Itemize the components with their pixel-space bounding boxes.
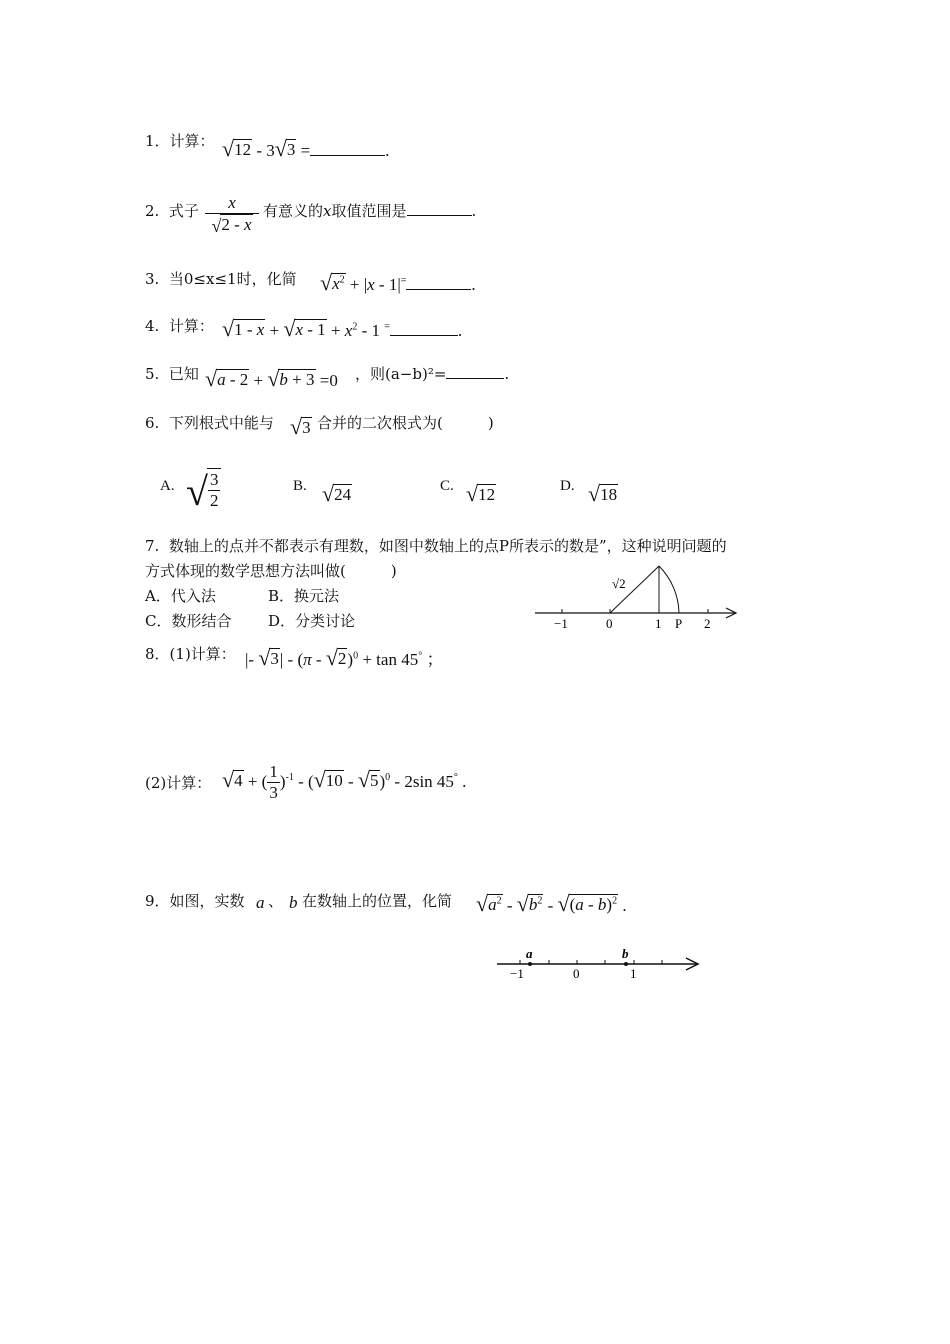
point-p-label: P [675,616,683,631]
question-number: 5. [145,365,160,383]
option-d-value: √ 18 [588,481,618,506]
question-8-part2: (2)计算： [145,774,212,792]
q9-var-b: b [289,893,298,912]
question-number: 9． [145,892,170,910]
q6-sqrt3: √ 3 [290,414,311,439]
q2-tail: 有意义的x取值范围是 . [263,202,477,220]
question-5: 5. 已知 [145,365,199,383]
question-number: 6. [145,414,160,432]
answer-blank[interactable] [310,154,385,156]
question-7-line2: 方式体现的数学思想方法叫做( ) [145,562,397,580]
tick-label: −1 [554,616,568,631]
question-number: 3. [145,270,160,288]
q7-option-d[interactable]: D．分类讨论 [268,612,356,630]
question-8: 8．(1)计算： [145,645,236,663]
q1-formula: √ 12 - 3 √ 3 = . [222,136,390,161]
question-3: 3. 当0≤x≤1时，化简 [145,270,297,288]
q3-formula: √ $x^2$ + |x - 1|= . [320,270,476,295]
q7-option-b[interactable]: B．换元法 [268,587,340,605]
question-7: 7. 数轴上的点并不都表示有理数，如图中数轴上的点P所表示的数是”，这种说明问题的 [145,537,727,555]
q6-tail: 合并的二次根式为( ) [317,414,494,432]
q9-sep: 、 [268,892,284,910]
tick-label: 2 [704,616,711,631]
option-a-value: √ $\frac{3}{2}$ [186,468,221,512]
option-c-value: √ 12 [466,481,496,506]
question-number: 8． [145,645,170,663]
question-2: 2. 式子 [145,202,199,220]
q8-part1-formula: |- √ 3 | - (π - √ 2 )$^0$ + tan 45° ； [245,645,444,670]
q9-text: 在数轴上的位置，化简 [302,892,453,910]
answer-blank[interactable] [407,214,472,216]
question-text: 计算： [169,132,215,150]
tick-label: 1 [630,966,637,981]
sqrt2-label: √2 [612,576,626,591]
question-9: 9．如图，实数 [145,892,245,910]
tick-label: 1 [655,616,662,631]
point-a-label: a [526,946,533,961]
q5-formula: √ a - 2 + √ b + 3 =0 [205,366,338,391]
q9-number-line-figure [492,942,707,984]
q2-fraction: x √ 2 - x [205,193,259,237]
q7-number-line-figure [530,558,745,633]
option-b-value: √ 24 [322,481,352,506]
question-number: 7. [145,537,160,555]
answer-blank[interactable] [446,377,504,379]
point-b-label: b [622,946,629,961]
q9-formula: √ $a^2$ - √ $b^2$ - √ (a - b)$^2$ . [476,891,627,916]
q4-formula: √ 1 - x + √ x - 1 + $x^2 - 1$ = . [222,316,463,341]
option-c[interactable]: C. [440,478,454,494]
answer-blank[interactable] [406,288,471,290]
question-number: 2. [145,202,160,220]
option-d[interactable]: D. [560,478,575,494]
question-number: 4. [145,317,160,335]
question-4: 4. 计算： [145,317,214,335]
answer-blank[interactable] [390,334,458,336]
q8-part2-formula: √ 4 + ( $\frac{1}{3}$ )$^{-1}$ - ( √ 10 - √ 5 )$^0$ - 2sin 45° . [222,762,467,803]
question-number: 1． [145,132,170,150]
question-1 [145,130,215,151]
q7-option-c[interactable]: C．数形结合 [145,612,232,630]
tick-label: 0 [573,966,580,981]
tick-label: 0 [606,616,613,631]
question-6: 6. 下列根式中能与 [145,414,274,432]
tick-label: −1 [510,966,524,981]
q7-option-a[interactable]: A．代入法 [145,587,216,605]
option-a[interactable]: A. [160,478,175,494]
q5-tail: ，则(a−b)²= . [355,365,510,383]
q9-var-a: a [256,893,265,912]
option-b[interactable]: B. [293,478,307,494]
